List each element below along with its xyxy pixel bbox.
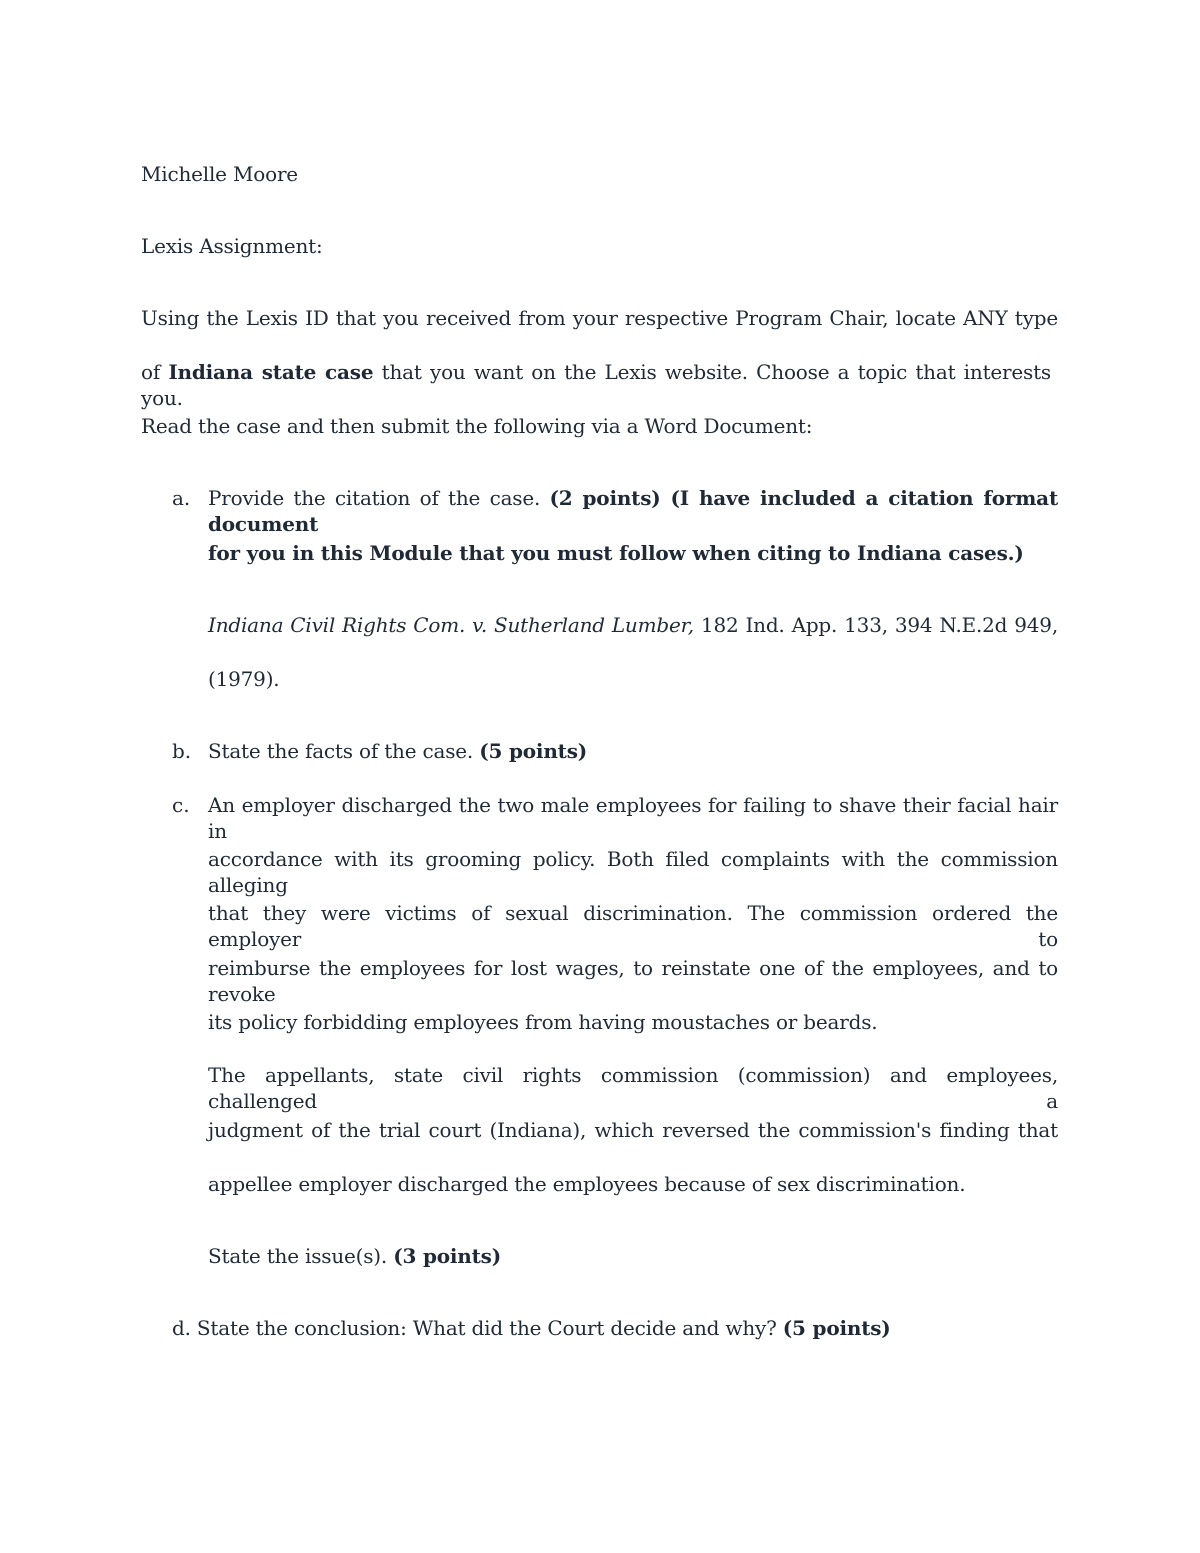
item-c-line: that they were victims of sexual discrimination. The commission ordered the employer to	[208, 901, 1058, 951]
intro-line-3: Read the case and then submit the following via a Word Document:	[141, 414, 813, 438]
intro-line-1: Using the Lexis ID that you received from your respective Program Chair, locate ANY type	[141, 306, 1058, 330]
item-c-line: reimburse the employees for lost wages, to reinstate one of the employees, and to revoke	[208, 956, 1058, 1006]
list-marker-c: c.	[172, 793, 190, 817]
item-a-line-2: for you in this Module that you must follow when citing to Indiana cases.)	[208, 541, 1024, 565]
citation-case-name: Indiana Civil Rights Com. v. Sutherland Lumber,	[208, 613, 694, 637]
citation-line-1	[208, 612, 1058, 638]
item-c-para2-line: appellee employer discharged the employees because of sex discrimination.	[208, 1172, 966, 1196]
author-name: Michelle Moore	[141, 162, 298, 186]
item-c-line: its policy forbidding employees from having moustaches or beards.	[208, 1010, 878, 1034]
citation-year: (1979).	[208, 667, 280, 691]
item-d-line	[172, 1315, 891, 1341]
item-b-text: State the facts of the case.	[208, 739, 480, 763]
item-c-para2-line: judgment of the trial court (Indiana), which reversed the commission's finding that	[208, 1118, 1058, 1142]
item-b-points: (5 points)	[479, 739, 588, 763]
intro-text: that you want on the Lexis website. Choose a topic that interests you.	[141, 360, 1051, 410]
intro-text: of	[141, 360, 169, 384]
item-a-points: (2 points)	[549, 486, 661, 510]
item-c-line: An employer discharged the two male employees for failing to shave their facial hair in	[208, 793, 1058, 843]
intro-line-2	[141, 359, 1051, 411]
item-a-text: Provide the citation of the case.	[208, 486, 550, 510]
issue-line	[208, 1243, 501, 1269]
list-marker-b: b.	[172, 739, 192, 763]
assignment-title: Lexis Assignment:	[141, 234, 323, 258]
item-c-line: accordance with its grooming policy. Both filed complaints with the commission alleging	[208, 847, 1058, 897]
item-c-para2-line: The appellants, state civil rights commission (commission) and employees, challenged a	[208, 1063, 1058, 1113]
list-marker-a: a.	[172, 486, 191, 510]
issue-points: (3 points)	[393, 1244, 502, 1268]
intro-emphasis: Indiana state case	[168, 360, 374, 384]
item-a-note: (I have included a citation format document	[208, 486, 1058, 536]
item-a-line-1	[208, 485, 1058, 537]
issue-text: State the issue(s).	[208, 1244, 394, 1268]
item-b-line	[208, 738, 587, 764]
item-d-points: (5 points)	[782, 1316, 891, 1340]
citation-reporter: 182 Ind. App. 133, 394 N.E.2d 949,	[693, 613, 1058, 637]
item-d-text: d. State the conclusion: What did the Court decide and why?	[172, 1316, 783, 1340]
